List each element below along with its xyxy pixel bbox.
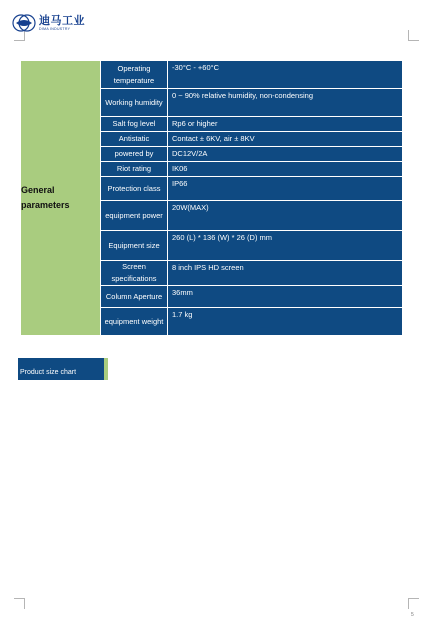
company-logo bbox=[12, 14, 85, 32]
param-label: equipment power bbox=[101, 201, 168, 231]
param-label: powered by bbox=[101, 147, 168, 162]
general-parameters-table bbox=[20, 60, 403, 336]
param-value: 0 ~ 90% relative humidity, non-condensing bbox=[168, 89, 403, 117]
logo-mark-icon bbox=[12, 14, 36, 32]
param-value: Contact ± 6KV, air ± 8KV bbox=[168, 132, 403, 147]
group-label-general-parameters: General parameters bbox=[21, 61, 101, 336]
param-label: Equipment size bbox=[101, 231, 168, 261]
param-label: Operating temperature bbox=[101, 61, 168, 89]
param-value: 36mm bbox=[168, 286, 403, 308]
crop-mark-bottom-left bbox=[14, 598, 25, 609]
section-title-product-size-chart: Product size chart bbox=[20, 369, 77, 376]
section-heading-accent bbox=[104, 358, 108, 380]
param-label: Antistatic bbox=[101, 132, 168, 147]
param-label: equipment weight bbox=[101, 308, 168, 336]
param-label: Protection class bbox=[101, 177, 168, 201]
param-value: Rp6 or higher bbox=[168, 117, 403, 132]
table-row bbox=[21, 61, 403, 89]
crop-mark-top-right bbox=[408, 30, 419, 41]
param-label: Riot rating bbox=[101, 162, 168, 177]
param-value: 8 inch IPS HD screen bbox=[168, 261, 403, 286]
param-label: Column Aperture bbox=[101, 286, 168, 308]
crop-mark-bottom-right bbox=[408, 598, 419, 609]
param-label: Working humidity bbox=[101, 89, 168, 117]
param-value: 260 (L) * 136 (W) * 26 (D) mm bbox=[168, 231, 403, 261]
logo-english-name: DIMA INDUSTRY bbox=[39, 26, 71, 31]
param-label: Screen specifications bbox=[101, 261, 168, 286]
logo-chinese-name: 迪马工业 bbox=[39, 13, 85, 27]
param-label: Salt fog level bbox=[101, 117, 168, 132]
param-value: DC12V/2A bbox=[168, 147, 403, 162]
page-number: 5 bbox=[411, 612, 414, 618]
param-value: IK06 bbox=[168, 162, 403, 177]
param-value: 20W(MAX) bbox=[168, 201, 403, 231]
param-value: -30°C - +60°C bbox=[168, 61, 403, 89]
param-value: IP66 bbox=[168, 177, 403, 201]
param-value: 1.7 kg bbox=[168, 308, 403, 336]
